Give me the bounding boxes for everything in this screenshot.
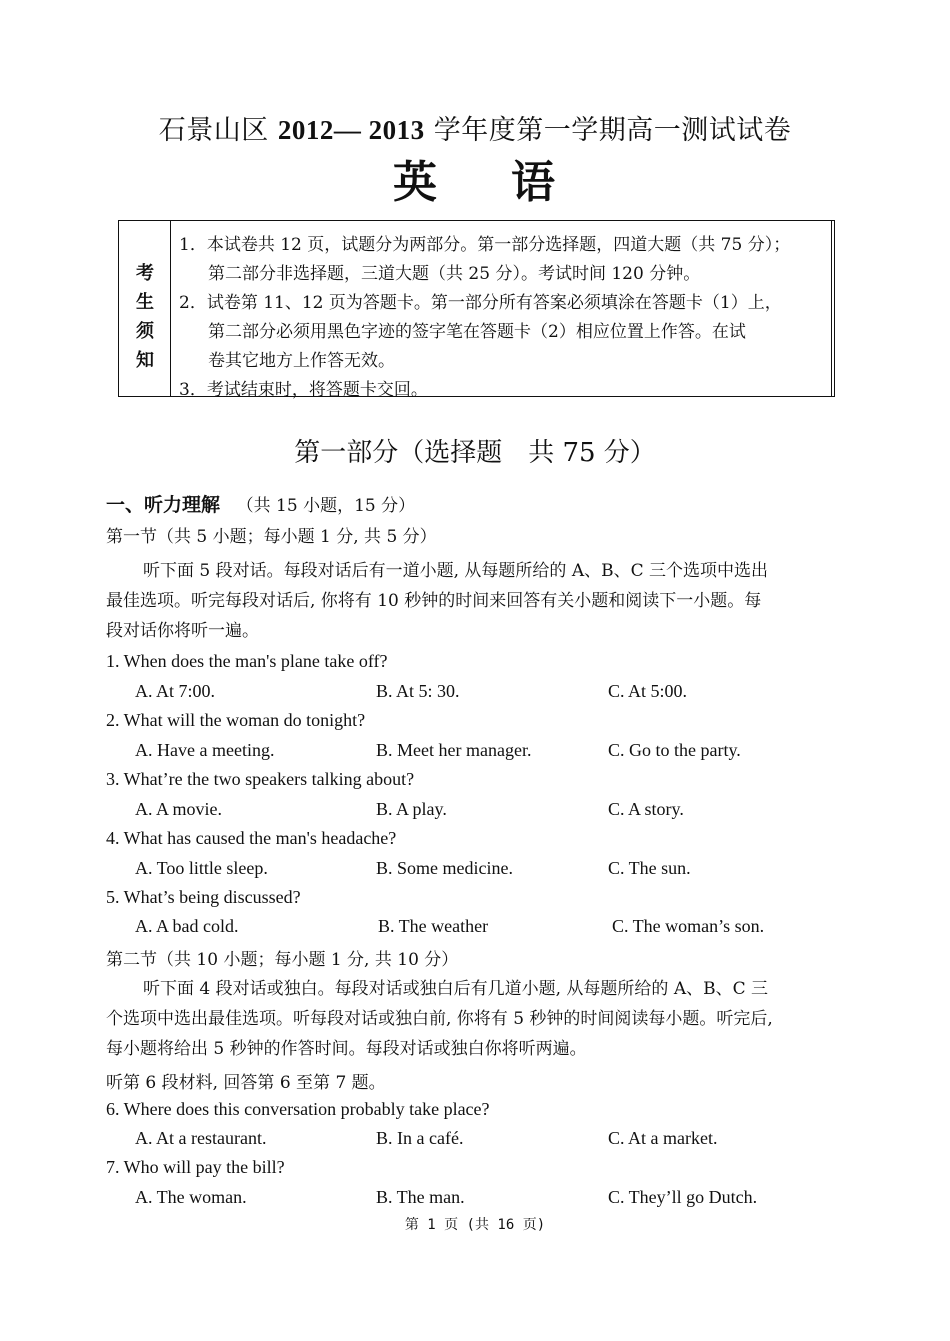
- instruction-line: 听下面 5 段对话。每段对话后有一道小题, 从每题所给的 A、B、C 三个选项中选出: [143, 561, 769, 581]
- question-stem: 2. What will the woman do tonight?: [106, 710, 366, 730]
- instruction-line: 每小题将给出 5 秒钟的作答时间。每段对话或独白你将听两遍。: [106, 1039, 587, 1059]
- option-a: A. A bad cold.: [135, 916, 239, 936]
- instruction-line: 最佳选项。听完每段对话后, 你将有 10 秒钟的时间来回答有关小题和阅读下一小题。每: [106, 591, 762, 611]
- title-years: 2012— 2013: [277, 115, 425, 145]
- option-b: B. Some medicine.: [376, 858, 513, 878]
- instruction-line: 段对话你将听一遍。: [106, 621, 259, 641]
- option-b: B. In a café.: [376, 1128, 464, 1148]
- subsection-heading-2: 第二节（共 10 小题；每小题 1 分, 共 10 分）: [106, 950, 459, 970]
- option-b: B. The weather: [378, 916, 489, 936]
- notice-line: 第二部分必须用黑色字迹的签字笔在答题卡（2）相应位置上作答。在试: [208, 322, 746, 342]
- subject-char-2: 语: [511, 157, 557, 208]
- option-b: B. At 5: 30.: [376, 681, 460, 701]
- exam-notice-box: [118, 220, 835, 400]
- question-stem: 6. Where does this conversation probably take place?: [106, 1099, 490, 1119]
- notice-line: 1．本试卷共 12 页，试题分为两部分。第一部分选择题，四道大题（共 75 分）；: [179, 235, 791, 255]
- section-heading-text: 一、听力理解: [106, 494, 221, 516]
- notice-label-char: 须: [136, 321, 154, 342]
- option-c: C. The sun.: [608, 858, 691, 878]
- subsection-heading-1: 第一节（共 5 小题；每小题 1 分, 共 5 分）: [106, 527, 437, 547]
- question-stem: 3. What’re the two speakers talking about?: [106, 769, 415, 789]
- instruction-line: 听下面 4 段对话或独白。每段对话或独白后有几道小题, 从每题所给的 A、B、C 三: [143, 979, 769, 999]
- option-c: C. The woman’s son.: [612, 916, 765, 936]
- question-stem: 5. What’s being discussed?: [106, 887, 301, 907]
- option-a: A. Have a meeting.: [135, 740, 275, 760]
- option-a: A. The woman.: [135, 1187, 247, 1207]
- instruction-line: 个选项中选出最佳选项。听每段对话或独白前, 你将有 5 秒钟的时间阅读每小题。听完后,: [106, 1009, 773, 1029]
- option-c: C. At 5:00.: [608, 681, 688, 701]
- section-heading-note: （共 15 小题，15 分）: [236, 496, 416, 516]
- title-district: 石景山区: [158, 115, 269, 146]
- option-a: A. At 7:00.: [135, 681, 216, 701]
- option-a: A. At a restaurant.: [135, 1128, 267, 1148]
- option-b: B. Meet her manager.: [376, 740, 532, 760]
- notice-label-char: 知: [136, 350, 154, 371]
- notice-label: [119, 221, 171, 396]
- subject-char-1: 英: [393, 157, 439, 208]
- notice-label-char: 考: [136, 263, 154, 284]
- subject-title: [0, 146, 950, 210]
- option-c: C. At a market.: [608, 1128, 718, 1148]
- exam-title: [0, 108, 950, 147]
- option-c: C. A story.: [608, 799, 684, 819]
- notice-line: 第二部分非选择题，三道大题（共 25 分）。考试时间 120 分钟。: [208, 264, 701, 284]
- notice-double-border: [831, 221, 832, 396]
- notice-line: 卷其它地方上作答无效。: [208, 351, 395, 371]
- question-stem: 1. When does the man's plane take off?: [106, 651, 388, 671]
- option-a: A. A movie.: [135, 799, 223, 819]
- option-c: C. They’ll go Dutch.: [608, 1187, 758, 1207]
- option-c: C. Go to the party.: [608, 740, 741, 760]
- title-rest: 学年度第一学期高一测试试卷: [433, 115, 792, 146]
- notice-label-char: 生: [136, 292, 154, 313]
- option-b: B. A play.: [376, 799, 447, 819]
- question-stem: 4. What has caused the man's headache?: [106, 828, 397, 848]
- section-heading: [106, 490, 415, 517]
- option-a: A. Too little sleep.: [135, 858, 268, 878]
- part-one-title: 第一部分（选择题 共 75 分）: [294, 438, 656, 468]
- page-footer: 第 1 页 (共 16 页): [404, 1217, 546, 1233]
- material-instruction: 听第 6 段材料, 回答第 6 至第 7 题。: [106, 1073, 386, 1093]
- notice-line: 3．考试结束时，将答题卡交回。: [179, 380, 428, 400]
- notice-line: 2．试卷第 11、12 页为答题卡。第一部分所有答案必须填涂在答题卡（1）上，: [179, 293, 782, 313]
- question-stem: 7. Who will pay the bill?: [106, 1157, 285, 1177]
- option-b: B. The man.: [376, 1187, 465, 1207]
